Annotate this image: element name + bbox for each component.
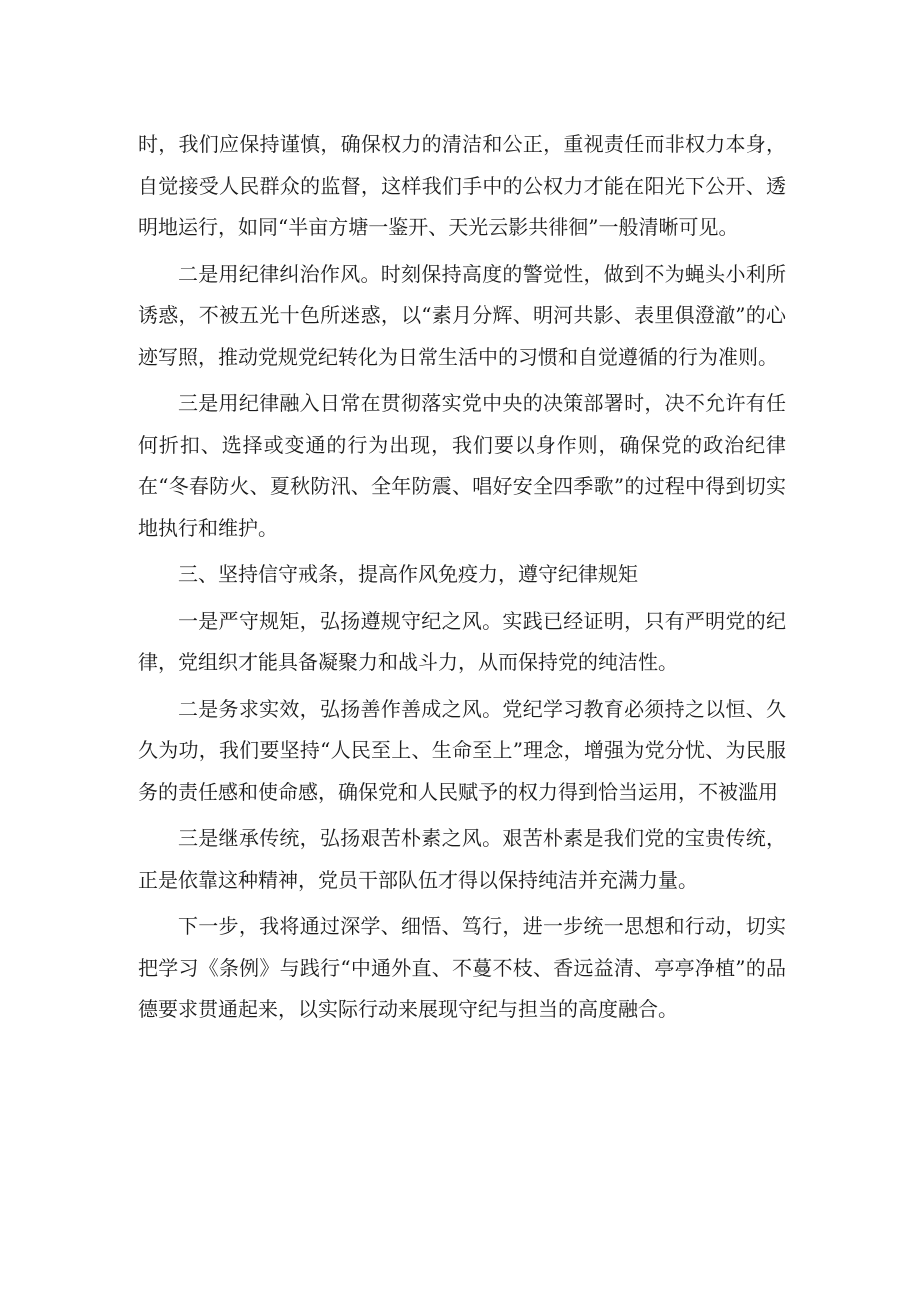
paragraph-practical-results: 二是务求实效，弘扬善作善成之风。党纪学习教育必须持之以恒、久久为功，我们要坚持“人民至上、生命至上”理念，增强为党分忧、为民服务的责任感和使命感，确保党和人民赋予的权力得到恰当运用，不被滥用	[138, 696, 786, 804]
paragraph-strict-rules: 一是严守规矩，弘扬遵规守纪之风。实践已经证明，只有严明党的纪律，党组织才能具备凝聚力和战斗力，从而保持党的纯洁性。	[138, 608, 786, 674]
paragraph-continuation: 时，我们应保持谨慎，确保权力的清洁和公正，重视责任而非权力本身，自觉接受人民群众的监督，这样我们手中的公权力才能在阳光下公开、透明地运行，如同“半亩方塘一鉴开、天光云影共徘徊”一般清晰可见。	[138, 132, 786, 239]
paragraph-discipline-daily: 三是用纪律融入日常在贯彻落实党中央的决策部署时，决不允许有任何折扣、选择或变通的行为出现，我们要以身作则，确保党的政治纪律在“冬春防火、夏秋防汛、全年防震、唱好安全四季歌”的过程中得到切实地执行和维护。	[138, 391, 786, 540]
paragraph-tradition: 三是继承传统，弘扬艰苦朴素之风。艰苦朴素是我们党的宝贵传统，正是依靠这种精神，党员干部队伍才得以保持纯洁并充满力量。	[138, 826, 786, 892]
document-page	[138, 124, 786, 1036]
paragraph-next-step: 下一步，我将通过深学、细悟、笃行，进一步统一思想和行动，切实把学习《条例》与践行“中通外直、不蔓不枝、香远益清、亭亭净植”的品德要求贯通起来，以实际行动来展现守纪与担当的高度融合。	[138, 914, 786, 1021]
section-heading-three: 三、坚持信守戒条，提高作风免疫力，遵守纪律规矩	[178, 562, 638, 586]
paragraph-discipline-style: 二是用纪律纠治作风。时刻保持高度的警觉性，做到不为蝇头小利所诱惑，不被五光十色所迷惑，以“素月分辉、明河共影、表里俱澄澈”的心迹写照，推动党规党纪转化为日常生活中的习惯和自觉遵循的行为准则。	[138, 261, 786, 369]
